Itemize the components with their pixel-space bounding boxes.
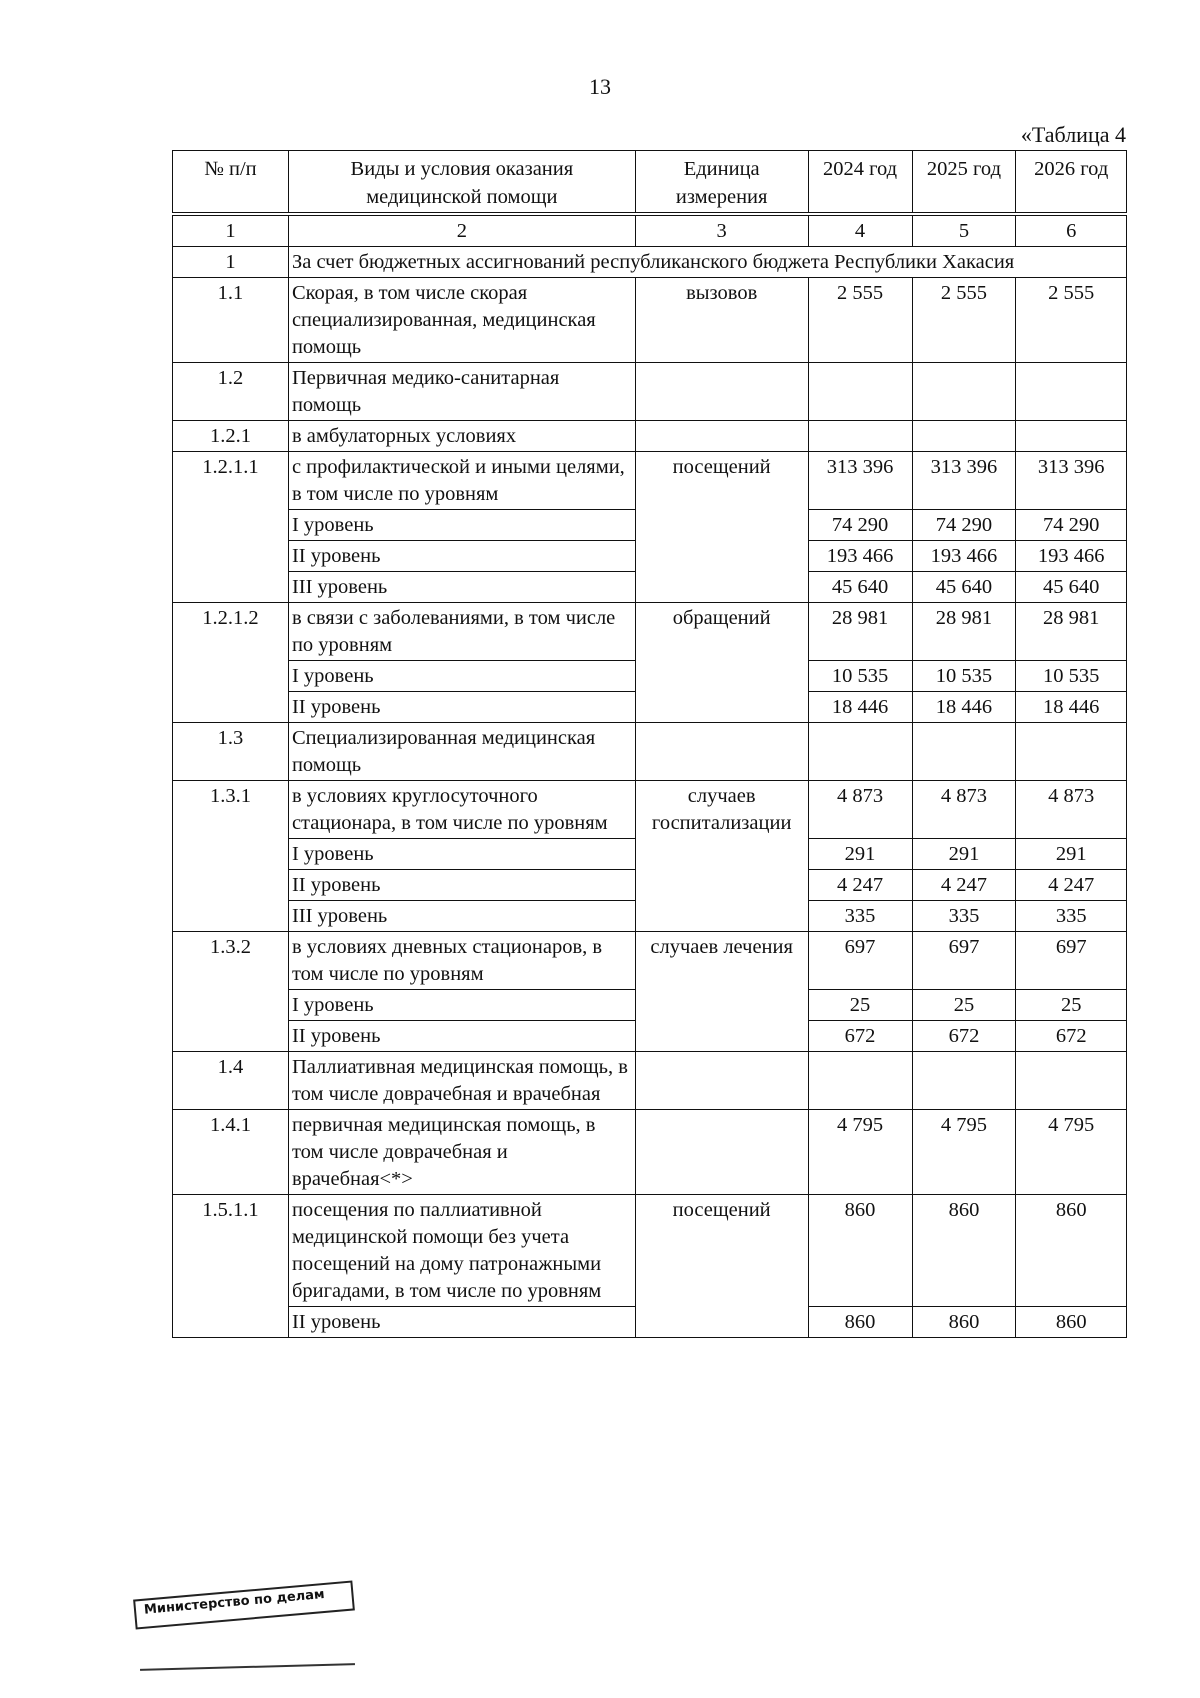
column-number: 1 — [173, 216, 289, 247]
value-2024: 860 — [808, 1195, 912, 1307]
value-2024: 4 247 — [808, 870, 912, 901]
column-number: 2 — [288, 216, 635, 247]
page-number: 13 — [589, 74, 611, 99]
value-2024: 74 290 — [808, 510, 912, 541]
value-2026: 18 446 — [1016, 692, 1127, 723]
value-2024: 672 — [808, 1021, 912, 1052]
value-2025: 291 — [912, 839, 1016, 870]
row-unit: обращений — [635, 603, 808, 723]
row-number: 1.2.1.1 — [173, 452, 289, 603]
value-2025: 313 396 — [912, 452, 1016, 510]
header-2025: 2025 год — [912, 151, 1016, 213]
row-name: III уровень — [288, 572, 635, 603]
row-unit: случаев лечения — [635, 932, 808, 1052]
column-number: 4 — [808, 216, 912, 247]
value-2024: 25 — [808, 990, 912, 1021]
table-row — [173, 1195, 1127, 1307]
header-2024: 2024 год — [808, 151, 912, 213]
table-row — [173, 247, 1127, 278]
row-name: посещения по паллиативной медицинской помощи без учета посещений на дому патронажными бригадами, в том числе по уровням — [288, 1195, 635, 1307]
row-number: 1.3 — [173, 723, 289, 781]
row-name: первичная медицинская помощь, в том числе доврачебная и врачебная<*> — [288, 1110, 635, 1195]
row-name: I уровень — [288, 839, 635, 870]
value-2026: 672 — [1016, 1021, 1127, 1052]
table-caption: «Таблица 4 — [1020, 122, 1126, 147]
row-name: II уровень — [288, 1307, 635, 1338]
row-unit: посещений — [635, 452, 808, 603]
row-name: с профилактической и иными целями, в том числе по уровням — [288, 452, 635, 510]
column-number: 6 — [1016, 216, 1127, 247]
row-number: 1.1 — [173, 278, 289, 363]
header-2026: 2026 год — [1016, 151, 1127, 213]
value-2024: 4 873 — [808, 781, 912, 839]
value-2025: 860 — [912, 1307, 1016, 1338]
row-unit: посещений — [635, 1195, 808, 1338]
value-2026: 25 — [1016, 990, 1127, 1021]
row-unit: вызовов — [635, 278, 808, 363]
value-2026: 697 — [1016, 932, 1127, 990]
column-number: 3 — [635, 216, 808, 247]
value-2025: 4 247 — [912, 870, 1016, 901]
table-row — [173, 278, 1127, 363]
row-name: Паллиативная медицинская помощь, в том числе доврачебная и врачебная — [288, 1052, 635, 1110]
table-row — [173, 421, 1127, 452]
value-2025: 4 795 — [912, 1110, 1016, 1195]
row-name: I уровень — [288, 510, 635, 541]
row-name: в амбулаторных условиях — [288, 421, 635, 452]
value-2026: 4 247 — [1016, 870, 1127, 901]
header-type: Виды и условия оказания медицинской помощи — [288, 151, 635, 213]
value-2026: 291 — [1016, 839, 1127, 870]
value-2025: 74 290 — [912, 510, 1016, 541]
table-row — [173, 1110, 1127, 1195]
value-2025: 10 535 — [912, 661, 1016, 692]
row-number: 1.5.1.1 — [173, 1195, 289, 1338]
table-row — [173, 363, 1127, 421]
value-2024: 860 — [808, 1307, 912, 1338]
header-no: № п/п — [173, 151, 289, 213]
row-number: 1 — [173, 247, 289, 278]
row-unit: случаев госпитализации — [635, 781, 808, 932]
value-2025: 4 873 — [912, 781, 1016, 839]
row-number: 1.3.2 — [173, 932, 289, 1052]
header-row — [173, 151, 1127, 213]
value-2025: 860 — [912, 1195, 1016, 1307]
value-2026: 74 290 — [1016, 510, 1127, 541]
table-row — [173, 452, 1127, 510]
row-number: 1.2.1 — [173, 421, 289, 452]
value-2024: 45 640 — [808, 572, 912, 603]
value-2025: 18 446 — [912, 692, 1016, 723]
row-name: II уровень — [288, 692, 635, 723]
row-name: III уровень — [288, 901, 635, 932]
row-name: в связи с заболеваниями, в том числе по уровням — [288, 603, 635, 661]
value-2024: 28 981 — [808, 603, 912, 661]
row-name: II уровень — [288, 541, 635, 572]
value-2025: 672 — [912, 1021, 1016, 1052]
row-name: II уровень — [288, 1021, 635, 1052]
medical-care-volume-table — [172, 150, 1127, 1338]
value-2026: 28 981 — [1016, 603, 1127, 661]
row-number: 1.3.1 — [173, 781, 289, 932]
table-row — [173, 723, 1127, 781]
value-2024: 4 795 — [808, 1110, 912, 1195]
header-unit: Единица измерения — [635, 151, 808, 213]
row-name: Первичная медико-санитарная помощь — [288, 363, 635, 421]
value-2025: 45 640 — [912, 572, 1016, 603]
row-name: в условиях дневных стационаров, в том числе по уровням — [288, 932, 635, 990]
stamp-underline — [140, 1663, 355, 1671]
ministry-stamp: Министерство по делам — [133, 1580, 355, 1629]
value-2025: 28 981 — [912, 603, 1016, 661]
value-2026: 45 640 — [1016, 572, 1127, 603]
row-number: 1.2.1.2 — [173, 603, 289, 723]
value-2025: 2 555 — [912, 278, 1016, 363]
value-2026: 4 873 — [1016, 781, 1127, 839]
value-2024: 291 — [808, 839, 912, 870]
row-number: 1.2 — [173, 363, 289, 421]
value-2025: 697 — [912, 932, 1016, 990]
value-2024: 193 466 — [808, 541, 912, 572]
value-2026: 10 535 — [1016, 661, 1127, 692]
value-2026: 860 — [1016, 1195, 1127, 1307]
value-2024: 335 — [808, 901, 912, 932]
value-2026: 335 — [1016, 901, 1127, 932]
row-name: I уровень — [288, 661, 635, 692]
value-2026: 4 795 — [1016, 1110, 1127, 1195]
value-2024: 10 535 — [808, 661, 912, 692]
value-2025: 25 — [912, 990, 1016, 1021]
row-number: 1.4 — [173, 1052, 289, 1110]
value-2026: 2 555 — [1016, 278, 1127, 363]
row-name: в условиях круглосуточного стационара, в том числе по уровням — [288, 781, 635, 839]
column-number: 5 — [912, 216, 1016, 247]
value-2024: 697 — [808, 932, 912, 990]
value-2024: 313 396 — [808, 452, 912, 510]
row-name: I уровень — [288, 990, 635, 1021]
row-name: За счет бюджетных ассигнований республиканского бюджета Республики Хакасия — [288, 247, 1126, 278]
table-row — [173, 781, 1127, 839]
value-2024: 2 555 — [808, 278, 912, 363]
row-number: 1.4.1 — [173, 1110, 289, 1195]
column-number-row — [173, 216, 1127, 247]
value-2026: 313 396 — [1016, 452, 1127, 510]
value-2026: 860 — [1016, 1307, 1127, 1338]
value-2026: 193 466 — [1016, 541, 1127, 572]
value-2024: 18 446 — [808, 692, 912, 723]
value-2025: 193 466 — [912, 541, 1016, 572]
table-row — [173, 603, 1127, 661]
row-name: Специализированная медицинская помощь — [288, 723, 635, 781]
value-2025: 335 — [912, 901, 1016, 932]
table-row — [173, 932, 1127, 990]
table-row — [173, 1052, 1127, 1110]
row-name: II уровень — [288, 870, 635, 901]
row-name: Скорая, в том числе скорая специализированная, медицинская помощь — [288, 278, 635, 363]
